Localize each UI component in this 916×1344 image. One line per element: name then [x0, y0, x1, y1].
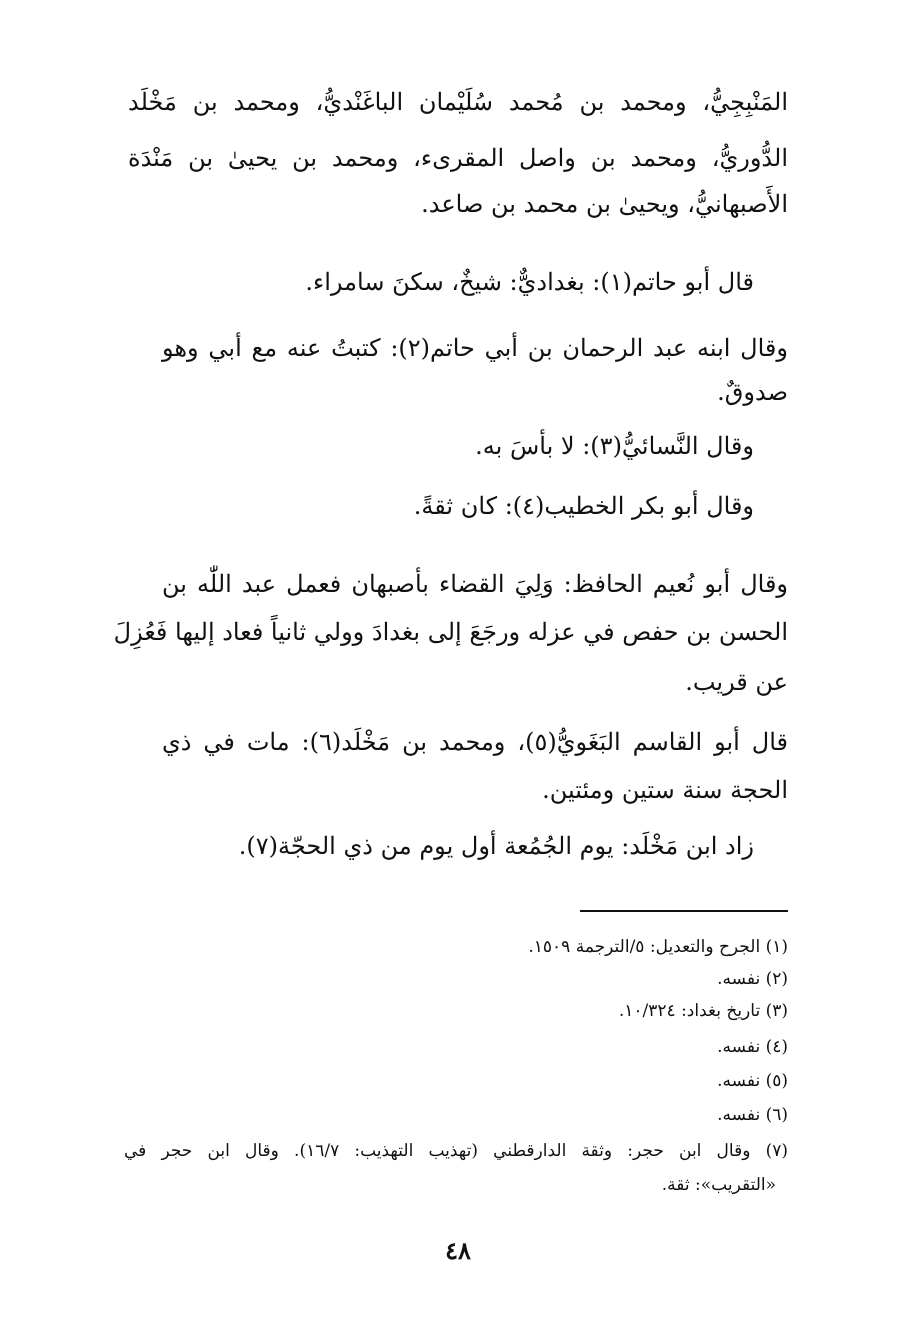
footnote: (٧) وقال ابن حجر: وثقة الدارقطني (تهذيب التهذيب: ١٦/٧). وقال ابن حجر في	[124, 1141, 788, 1161]
body-line: قال أبو حاتم(١): بغداديٌّ: شيخٌ، سكنَ سامراء.	[305, 268, 754, 296]
body-line: الحسن بن حفص في عزله ورجَعَ إلى بغدادَ وولي ثانياً فعاد إليها فَعُزِلَ	[113, 618, 788, 646]
body-line: وقال النَّسائيُّ(٣): لا بأسَ به.	[475, 432, 754, 460]
footnote: «التقريب»: ثقة.	[661, 1175, 776, 1195]
footnote: (٣) تاريخ بغداد: ١٠/٣٢٤.	[618, 1001, 788, 1021]
footnote: (٤) نفسه.	[717, 1037, 788, 1057]
body-line: وقال أبو بكر الخطيب(٤): كان ثقةً.	[413, 492, 754, 520]
body-line: قال أبو القاسم البَغَويُّ(٥)، ومحمد بن مَخْلَد(٦): مات في ذي	[162, 728, 789, 756]
footnote: (١) الجرح والتعديل: ٥/الترجمة ١٥٠٩.	[528, 937, 788, 957]
footnote: (٥) نفسه.	[717, 1071, 788, 1091]
body-line: وقال ابنه عبد الرحمان بن أبي حاتم(٢): كتبتُ عنه مع أبي وهو	[162, 334, 788, 362]
body-line: صدوقٌ.	[717, 378, 788, 406]
footnote: (٢) نفسه.	[717, 969, 788, 989]
body-line: الدُّوريُّ، ومحمد بن واصل المقرىء، ومحمد بن يحيىٰ بن مَنْدَة	[128, 144, 788, 172]
body-line: الأَصبهانيُّ، ويحيىٰ بن محمد بن صاعد.	[421, 190, 788, 218]
body-line: عن قريب.	[685, 668, 788, 696]
body-line: وقال أبو نُعيم الحافظ: وَلِيَ القضاء بأصبهان فعمل عبد اللّٰه بن	[162, 570, 789, 598]
footnote-separator	[580, 910, 788, 912]
body-line: المَنْبِجِيُّ، ومحمد بن مُحمد سُلَيْمان الباغَنْديُّ، ومحمد بن مَخْلَد	[128, 88, 788, 116]
page-number: ٤٨	[445, 1236, 471, 1265]
footnote: (٦) نفسه.	[717, 1105, 788, 1125]
body-line: زاد ابن مَخْلَد: يوم الجُمُعة أول يوم من ذي الحجّة(٧).	[238, 832, 754, 860]
body-line: الحجة سنة ستين ومئتين.	[542, 776, 788, 804]
